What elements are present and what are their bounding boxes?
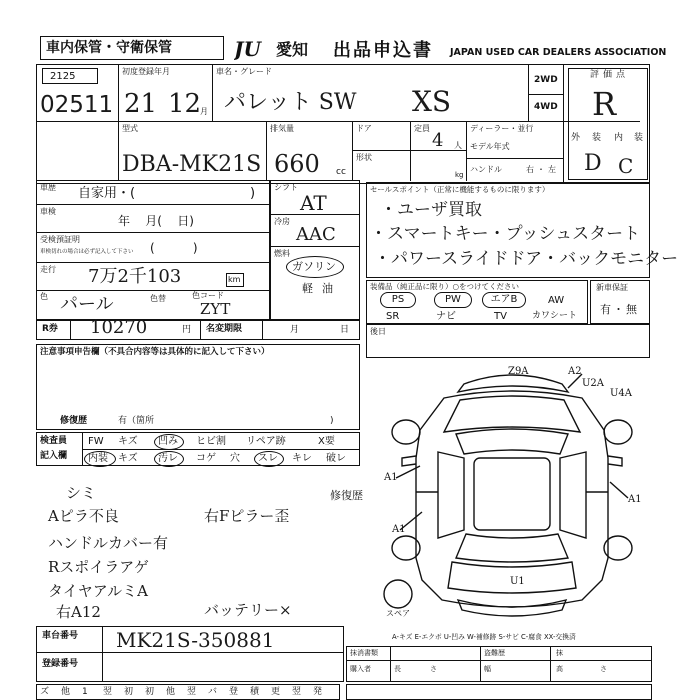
equip-seat: カワシート <box>532 311 578 321</box>
mirror-right <box>608 456 622 466</box>
mirror-left <box>402 456 416 466</box>
name-grade-label: 車名・グレード <box>216 67 272 76</box>
comment-5: Rスポイラアゲ <box>48 558 149 576</box>
displacement-label: 排気量 <box>270 124 294 133</box>
handle-label: ハンドル <box>470 165 502 174</box>
shift-label: シフト <box>274 183 298 192</box>
mark-z9a: Z9A <box>508 366 529 377</box>
notes-label: 注意事項申告欄（不具合内容等は具体的に記入して下さい） <box>40 347 270 357</box>
footer-cell: 初 <box>124 687 134 697</box>
footer-cell: 更 <box>271 687 281 697</box>
rub-circle <box>254 451 284 467</box>
fuel: ガソリン <box>292 260 336 273</box>
reg-year: 21 <box>124 89 158 119</box>
fuel-label: 燃料 <box>274 249 290 258</box>
footer-cell: 1 <box>82 687 88 697</box>
insp-r2-dirt: 汚レ <box>158 453 178 464</box>
dim-width: 幅 <box>484 665 491 673</box>
equip-tv: TV <box>494 311 507 322</box>
hood <box>444 396 580 432</box>
grade: XS <box>412 85 452 118</box>
comment-1: シミ <box>66 484 97 502</box>
color-code-label: 色コード <box>192 291 224 300</box>
mark-a2: A2 <box>568 366 582 377</box>
ledger2-label: 抹 <box>556 649 563 657</box>
capacity-label: 定員 <box>414 124 430 133</box>
chassis-label: 車台番号 <box>42 631 79 641</box>
storage-label: 車内保管・守衛保管 <box>46 40 172 56</box>
recv-bracket: ( ) <box>150 241 198 255</box>
usage-label: 車歴 <box>40 183 56 192</box>
capacity-unit: 人 <box>454 141 462 150</box>
sales-label: セールスポイント（正常に機能するものに限ります） <box>370 185 550 194</box>
insp-r2-interior: 内装 <box>88 453 108 464</box>
footer-cell: 登 <box>229 687 239 697</box>
equip-ps: PS <box>380 292 416 308</box>
cooler: AAC <box>296 224 336 245</box>
insp-r1-repair: リペア跡 <box>246 436 286 447</box>
rear-bumper <box>458 600 566 616</box>
new-warranty-opts: 有・無 <box>600 303 639 316</box>
comment-4: ハンドルカバー有 <box>48 534 169 552</box>
model-code: DBA-MK21S <box>122 152 262 177</box>
mileage: 7万2千103 <box>88 266 182 287</box>
insp-r1-crack: ヒビ割 <box>196 436 226 447</box>
door-label: ドア <box>356 124 372 133</box>
dim-height-1: 高 <box>556 665 563 673</box>
weight-unit: kg <box>455 171 464 179</box>
footer-cell: バ <box>208 687 218 697</box>
mark-u2a: U2A <box>582 378 605 389</box>
chassis-value: MK21S-350881 <box>116 628 275 652</box>
name-change-month: 月 <box>290 325 300 335</box>
later-box <box>366 324 650 358</box>
cc-unit: cc <box>336 167 346 177</box>
equip-sr: SR <box>386 311 400 322</box>
handle-opts: 右・左 <box>526 165 559 174</box>
equip-airbag: エアB <box>482 292 526 308</box>
score: R <box>592 85 617 123</box>
spare-label: スペア <box>386 609 410 618</box>
fuel-opt-light: 軽 <box>302 282 313 295</box>
footer-cell: 発 <box>313 687 323 697</box>
recycle-amount: 10270 <box>90 317 148 338</box>
insp-r2-burn: コゲ <box>196 453 216 464</box>
month-unit: 月 <box>200 107 208 116</box>
equip-pw: PW <box>434 292 472 308</box>
car-diagram <box>372 362 652 632</box>
insp-r1-scratch: キズ <box>118 436 138 447</box>
recycle-row <box>36 317 360 340</box>
inspector-label-2: 記入欄 <box>40 451 68 461</box>
name-change-day: 日 <box>340 325 350 335</box>
repair-value: 有（箇所 <box>118 416 155 426</box>
damage-legend: A-キズ E-エクボ U-凹み W-補修跡 S-サビ C-腐食 XX-交換済 <box>392 633 576 641</box>
dent-circle <box>154 434 184 450</box>
region-label: 愛知 <box>276 40 309 59</box>
ext-grade: D <box>584 151 602 176</box>
color: パール <box>60 294 114 315</box>
footer-cell: 翌 <box>103 687 113 697</box>
reg-month: 12 <box>168 89 202 119</box>
mark-a1-right-front: A1 <box>628 494 642 505</box>
footer-cell: 初 <box>145 687 155 697</box>
insp-r1-x: X要 <box>318 436 335 447</box>
sales-line-1: ・ユーザ買取 <box>380 200 482 220</box>
lot-number: 2125 <box>50 71 76 82</box>
roof <box>474 458 550 530</box>
drive-2wd: 2WD <box>534 75 558 85</box>
dim-height-2: さ <box>600 665 607 673</box>
sales-line-2: ・スマートキー・プッシュスタート <box>370 224 641 244</box>
insp-r2-scratch: キズ <box>118 453 138 464</box>
front-bumper <box>458 375 568 392</box>
insp-r2-rub: スレ <box>258 453 278 464</box>
int-grade: C <box>618 154 634 178</box>
windshield <box>456 429 568 454</box>
hijack-label: 盗難歴 <box>484 649 505 657</box>
mark-a1-left-front: A1 <box>384 472 398 483</box>
ext-label: 外 <box>571 133 581 143</box>
interior-circle <box>84 451 116 467</box>
grade-title: 評価点 <box>590 70 630 80</box>
footer-cell: 他 <box>61 687 71 697</box>
color-label: 色 <box>40 292 48 301</box>
insp-r1-dent: 凹み <box>158 436 178 447</box>
capacity: 4 <box>432 130 444 151</box>
mark-u4a: U4A <box>610 388 633 399</box>
footer-right-strip <box>346 684 652 700</box>
form-title: 出品申込書 <box>333 40 433 61</box>
shape-label: 形状 <box>356 153 372 162</box>
repair-label: 修復歴 <box>60 416 88 426</box>
fuel-opt-oil: 油 <box>322 282 333 295</box>
rear-glass <box>456 534 568 562</box>
inspection: 年 月( 日) <box>118 214 194 228</box>
dirt-circle <box>154 451 184 467</box>
dealer-label: ディーラー・並行 <box>470 124 534 133</box>
spare-tire <box>384 580 412 608</box>
equip-label: 装備品（純正品に限り）○をつけてください <box>370 282 520 291</box>
usage-close: ) <box>250 186 256 201</box>
usage: 自家用・( <box>78 186 136 201</box>
equip-aw: AW <box>548 295 565 306</box>
ju-logo <box>234 38 276 60</box>
inspector-label-1: 検査員 <box>40 436 68 446</box>
association-name: JAPAN USED CAR DEALERS ASSOCIATION <box>450 47 667 58</box>
footer-cell: 積 <box>250 687 260 697</box>
model-label: 型式 <box>122 124 138 133</box>
footer-cell: 他 <box>166 687 176 697</box>
body-outline <box>416 391 608 607</box>
lot-id: 02511 <box>40 92 114 118</box>
repair-close: ) <box>330 416 334 426</box>
mileage-label: 走行 <box>40 265 56 274</box>
int-label-2: 装 <box>634 133 644 143</box>
sales-line-3: ・パワースライドドア・バックモニター <box>374 249 679 269</box>
color-code: ZYT <box>200 300 231 318</box>
displacement: 660 <box>274 150 320 178</box>
mark-a1-left-rear: A1 <box>392 524 406 535</box>
insp-r1-fw: FW <box>88 436 104 447</box>
int-label: 内 <box>614 133 624 143</box>
inspection-label: 車検 <box>40 207 56 216</box>
name-change-label: 名変期限 <box>206 324 243 334</box>
footer-cell: 翌 <box>187 687 197 697</box>
comment-3: 右Fピラー歪 <box>204 507 290 525</box>
wheel-fl <box>392 420 420 444</box>
ext-label-2: 装 <box>592 133 602 143</box>
first-reg-label: 初度登録年月 <box>122 67 170 76</box>
right-side-window <box>560 452 586 538</box>
comment-6: タイヤアルミA <box>48 582 148 600</box>
later-label: 後日 <box>370 327 386 336</box>
recycle-unit: 円 <box>182 325 192 335</box>
dim-length-2: さ <box>430 665 437 673</box>
left-side-window <box>438 452 464 538</box>
ju-logo-text: JU <box>234 38 261 60</box>
wheel-fr <box>604 420 632 444</box>
insp-r2-cut: キレ <box>292 453 312 464</box>
km-unit: km <box>228 275 241 284</box>
equip-navi: ナビ <box>436 311 456 322</box>
shift: AT <box>300 191 327 215</box>
recycle-label: R券 <box>42 324 58 334</box>
footer-cell: 翌 <box>292 687 302 697</box>
ledger-label: 抹消書類 <box>350 649 378 657</box>
registration-label: 登録番号 <box>42 659 79 669</box>
recv-label: 受検預証明 <box>40 235 80 244</box>
model-year-label: モデル年式 <box>470 142 510 151</box>
car-name: パレット SW <box>224 90 357 115</box>
cooler-label: 冷房 <box>274 217 290 226</box>
comment-8: バッテリー× <box>204 601 292 619</box>
insp-r2-tear: 破レ <box>326 453 346 464</box>
mark-u1: U1 <box>510 576 525 587</box>
buyer-label: 購入者 <box>350 665 371 673</box>
dim-length-1: 長 <box>394 665 401 673</box>
comment-2: Aピラ不良 <box>48 507 119 525</box>
new-warranty-label: 新車保証 <box>596 283 628 292</box>
margin-note: 修復歴 <box>330 489 363 502</box>
footer-cell: ズ <box>40 687 50 697</box>
color-change-label: 色替 <box>150 294 166 303</box>
drive-4wd: 4WD <box>534 102 558 112</box>
comment-7: 右A12 <box>56 603 101 621</box>
recv-note: 車検切れの場合は必ず記入して下さい <box>40 249 134 255</box>
insp-r2-hole: 穴 <box>230 453 240 464</box>
